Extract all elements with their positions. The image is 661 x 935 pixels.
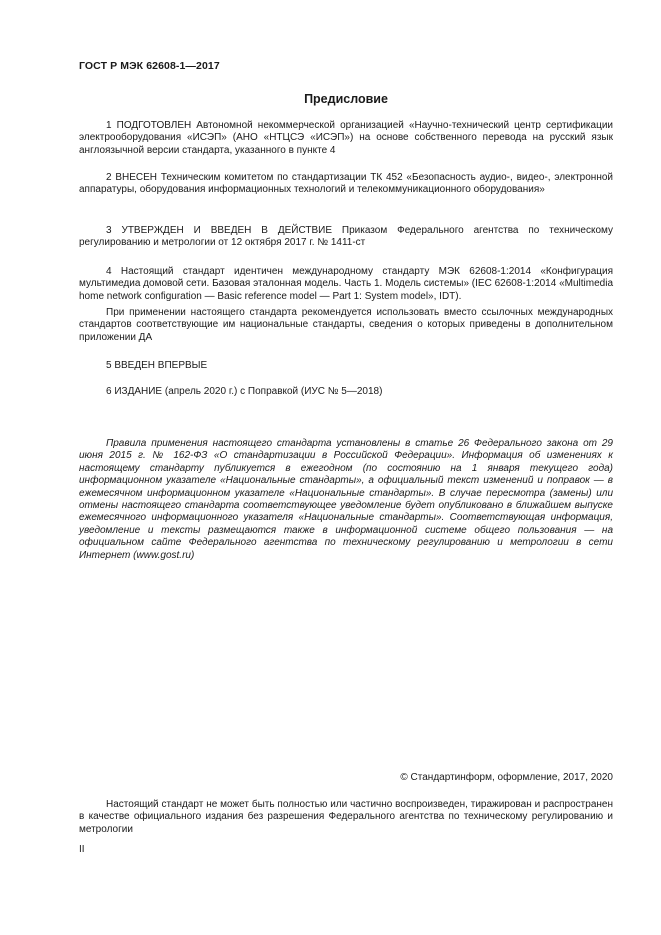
paragraph-approved: 3 УТВЕРЖДЕН И ВВЕДЕН В ДЕЙСТВИЕ Приказом Федерального агентства по техническому регулированию и метрологии от 12 октября 2017 г. № 1411-ст — [79, 225, 613, 249]
paragraph-introduced: 2 ВНЕСЕН Техническим комитетом по стандартизации ТК 452 «Безопасность аудио-, видео-, электронной аппаратуры, оборудования информационных технологий и телекоммуникационного оборудования» — [79, 172, 613, 196]
page-title: Предисловие — [304, 92, 388, 106]
paragraph-references: При применении настоящего стандарта рекомендуется использовать вместо ссылочных международных стандартов соответствующие им национальные стандарты, сведения о которых приведены в дополнительном приложении ДА — [79, 307, 613, 343]
page-number: II — [79, 844, 85, 855]
paragraph-edition: 6 ИЗДАНИЕ (апрель 2020 г.) с Поправкой (ИУС № 5—2018) — [106, 386, 383, 397]
paragraph-identical: 4 Настоящий стандарт идентичен международному стандарту МЭК 62608-1:2014 «Конфигурация мультимедиа домовой сети. Базовая эталонная модель. Часть 1. Модель системы» (IEC 62608-1:2014 «Multimedia home network configuration — Basic reference model — Part 1: System model», IDT). — [79, 266, 613, 302]
copyright-line: © Стандартинформ, оформление, 2017, 2020 — [400, 772, 613, 783]
reproduction-notice: Настоящий стандарт не может быть полностью или частично воспроизведен, тиражирован и распространен в качестве официального издания без разрешения Федерального агентства по техническому регулированию и метрологии — [79, 799, 613, 835]
paragraph-first-introduced: 5 ВВЕДЕН ВПЕРВЫЕ — [106, 360, 208, 371]
application-rules-notice: Правила применения настоящего стандарта установлены в статье 26 Федерального закона от 29 июня 2015 г. № 162-ФЗ «О стандартизации в Российской Федерации». Информация об изменениях к настоящему стандарту публикуется в ежегодном (по состоянию на 1 января текущего года) информационном указателе «Национальные стандарты», а официальный текст изменений и поправок — в ежемесячном информационном указателе «Национальные стандарты». В случае пересмотра (замены) или отмены настоящего стандарта соответствующее уведомление будет опубликовано в ближайшем выпуске ежемесячного информационного указателя «Национальные стандарты». Соответствующая информация, уведомление и тексты размещаются также в информационной системе общего пользования — на официальном сайте Федерального агентства по техническому регулированию и метрологии в сети Интернет (www.gost.ru) — [79, 438, 613, 561]
paragraph-prepared: 1 ПОДГОТОВЛЕН Автономной некоммерческой организацией «Научно-технический центр сертификации электрооборудования «ИСЭП» (АНО «НТЦСЭ «ИСЭП») на основе собственного перевода на русский язык англоязычной версии стандарта, указанного в пункте 4 — [79, 120, 613, 156]
document-number-header: ГОСТ Р МЭК 62608-1—2017 — [79, 60, 220, 72]
